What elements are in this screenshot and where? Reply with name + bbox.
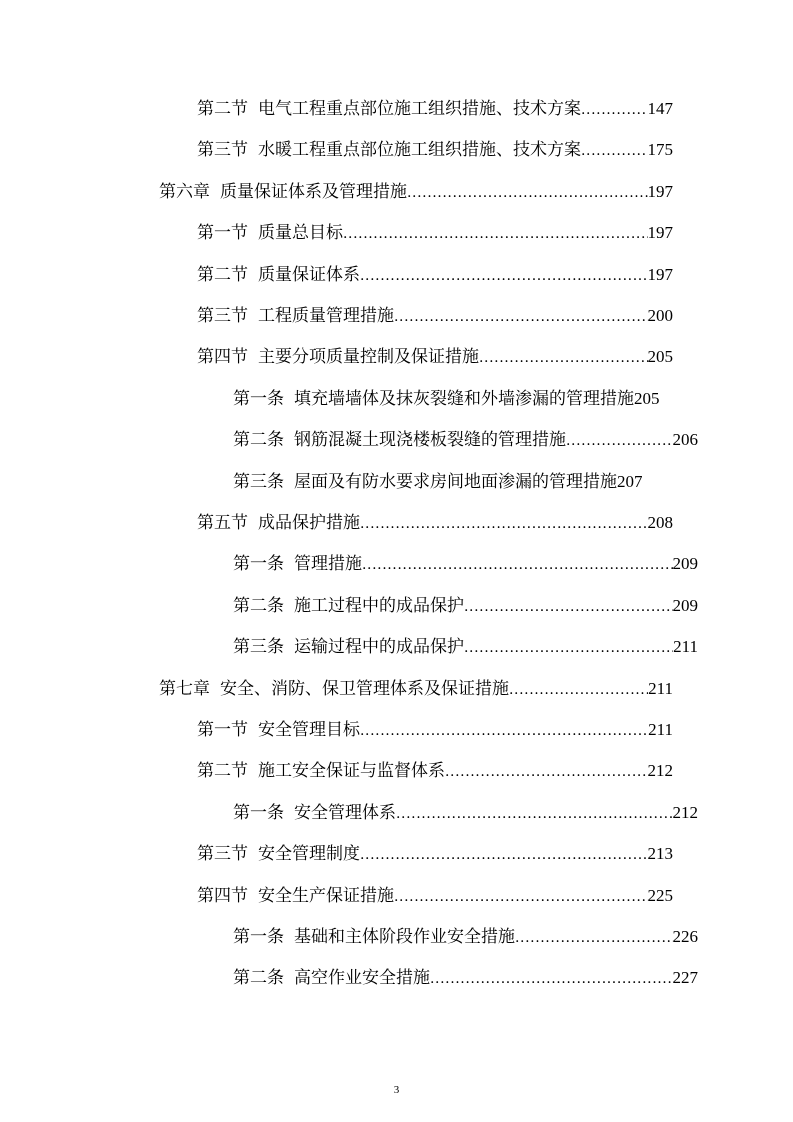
toc-entry-label: 第一条 <box>233 554 284 574</box>
toc-entry-title: 施工过程中的成品保护 <box>294 596 464 616</box>
toc-dot-leader <box>396 796 673 830</box>
toc-entry[interactable] <box>197 713 673 747</box>
toc-dot-leader <box>407 175 648 209</box>
toc-dot-leader <box>394 299 648 333</box>
toc-entry-label: 第三节 <box>197 140 248 160</box>
toc-entry[interactable] <box>159 175 673 209</box>
toc-entry-title: 安全管理制度 <box>258 844 360 864</box>
toc-entry-page-number: 226 <box>672 927 698 946</box>
toc-entry-page-number: 197 <box>647 265 673 284</box>
toc-entry-label: 第二节 <box>197 761 248 781</box>
toc-entry-page-number: 213 <box>647 844 673 863</box>
toc-entry[interactable] <box>233 382 698 416</box>
toc-entry-title: 施工安全保证与监督体系 <box>258 761 445 781</box>
toc-entry[interactable] <box>197 92 673 126</box>
toc-entry[interactable] <box>197 340 673 374</box>
toc-entry-page-number: 209 <box>672 596 698 615</box>
toc-entry-page-number: 208 <box>647 513 673 532</box>
toc-dot-leader <box>394 879 648 913</box>
toc-entry-title: 工程质量管理措施 <box>258 306 394 326</box>
toc-entry-label: 第一节 <box>197 720 248 740</box>
toc-entry-title: 质量保证体系及管理措施 <box>220 182 407 202</box>
toc-entry-label: 第二条 <box>233 596 284 616</box>
toc-entry[interactable] <box>233 796 698 830</box>
toc-entry-title: 主要分项质量控制及保证措施 <box>258 347 479 367</box>
toc-entry-title: 质量总目标 <box>258 223 343 243</box>
toc-dot-leader <box>360 506 648 540</box>
toc-dot-leader <box>479 340 648 374</box>
toc-entry[interactable] <box>233 961 698 995</box>
toc-entry-label: 第二节 <box>197 99 248 119</box>
toc-entry-title: 高空作业安全措施 <box>294 968 430 988</box>
toc-entry-page-number: 205 <box>634 389 660 408</box>
toc-entry-label: 第二节 <box>197 265 248 285</box>
toc-entry-label: 第六章 <box>159 182 210 202</box>
page-number: 3 <box>393 1084 400 1096</box>
toc-entry-title: 填充墙墙体及抹灰裂缝和外墙渗漏的管理措施 <box>294 389 634 409</box>
toc-entry[interactable] <box>233 547 698 581</box>
toc-entry[interactable] <box>233 630 698 664</box>
toc-dot-leader <box>360 258 648 292</box>
toc-entry-title: 屋面及有防水要求房间地面渗漏的管理措施 <box>294 472 617 492</box>
toc-entry[interactable] <box>233 465 698 499</box>
toc-entry-title: 安全、消防、保卫管理体系及保证措施 <box>220 679 509 699</box>
toc-dot-leader <box>464 630 673 664</box>
toc-entry-title: 质量保证体系 <box>258 265 360 285</box>
toc-entry-page-number: 212 <box>672 803 698 822</box>
toc-entry-page-number: 175 <box>647 140 673 159</box>
toc-dot-leader <box>343 216 648 250</box>
toc-entry[interactable] <box>233 920 698 954</box>
toc-entry-label: 第二条 <box>233 430 284 450</box>
toc-entry-page-number: 209 <box>672 554 698 573</box>
toc-entry-page-number: 147 <box>647 99 673 118</box>
toc-entry-label: 第四节 <box>197 886 248 906</box>
toc-entry-title: 运输过程中的成品保护 <box>294 637 464 657</box>
toc-entry[interactable] <box>159 672 673 706</box>
toc-entry-page-number: 211 <box>648 679 673 698</box>
toc-entry-title: 安全生产保证措施 <box>258 886 394 906</box>
toc-entry-page-number: 227 <box>672 968 698 987</box>
toc-entry[interactable] <box>197 879 673 913</box>
toc-dot-leader <box>360 837 648 871</box>
toc-dot-leader <box>430 961 673 995</box>
toc-entry-title: 基础和主体阶段作业安全措施 <box>294 927 515 947</box>
toc-dot-leader <box>509 672 648 706</box>
toc-entry-title: 管理措施 <box>294 554 362 574</box>
toc-entry-label: 第一条 <box>233 927 284 947</box>
toc-entry-page-number: 205 <box>647 347 673 366</box>
toc-entry-label: 第二条 <box>233 968 284 988</box>
toc-entry-label: 第一节 <box>197 223 248 243</box>
toc-entry-page-number: 212 <box>647 761 673 780</box>
toc-dot-leader <box>445 754 648 788</box>
toc-entry[interactable] <box>233 423 698 457</box>
toc-entry[interactable] <box>197 258 673 292</box>
toc-entry-title: 安全管理体系 <box>294 803 396 823</box>
toc-dot-leader <box>566 423 673 457</box>
toc-entry-label: 第七章 <box>159 679 210 699</box>
toc-entry[interactable] <box>197 133 673 167</box>
toc-entry[interactable] <box>197 299 673 333</box>
toc-entry-page-number: 206 <box>672 430 698 449</box>
toc-entry[interactable] <box>197 754 673 788</box>
toc-entry-page-number: 211 <box>648 720 673 739</box>
toc-dot-leader <box>360 713 648 747</box>
toc-entry-label: 第五节 <box>197 513 248 533</box>
toc-dot-leader <box>581 133 648 167</box>
toc-dot-leader <box>464 589 673 623</box>
toc-entry[interactable] <box>197 837 673 871</box>
toc-entry-page-number: 211 <box>673 637 698 656</box>
toc-entry-title: 水暖工程重点部位施工组织措施、技术方案 <box>258 140 581 160</box>
toc-entry-label: 第一条 <box>233 803 284 823</box>
toc-entry-label: 第三节 <box>197 306 248 326</box>
toc-dot-leader <box>515 920 673 954</box>
toc-entry-page-number: 197 <box>647 182 673 201</box>
toc-entry-label: 第三条 <box>233 472 284 492</box>
toc-entry-page-number: 200 <box>647 306 673 325</box>
toc-entry-title: 安全管理目标 <box>258 720 360 740</box>
toc-entry[interactable] <box>197 506 673 540</box>
toc-entry[interactable] <box>197 216 673 250</box>
toc-entry-label: 第三条 <box>233 637 284 657</box>
toc-entry[interactable] <box>233 589 698 623</box>
toc-entry-page-number: 197 <box>647 223 673 242</box>
toc-entry-label: 第一条 <box>233 389 284 409</box>
toc-entry-title: 钢筋混凝土现浇楼板裂缝的管理措施 <box>294 430 566 450</box>
toc-dot-leader <box>581 92 648 126</box>
toc-entry-title: 成品保护措施 <box>258 513 360 533</box>
toc-entry-label: 第三节 <box>197 844 248 864</box>
toc-dot-leader <box>362 547 673 581</box>
toc-entry-page-number: 225 <box>647 886 673 905</box>
toc-entry-title: 电气工程重点部位施工组织措施、技术方案 <box>258 99 581 119</box>
toc-entry-label: 第四节 <box>197 347 248 367</box>
toc-entry-page-number: 207 <box>617 472 643 491</box>
